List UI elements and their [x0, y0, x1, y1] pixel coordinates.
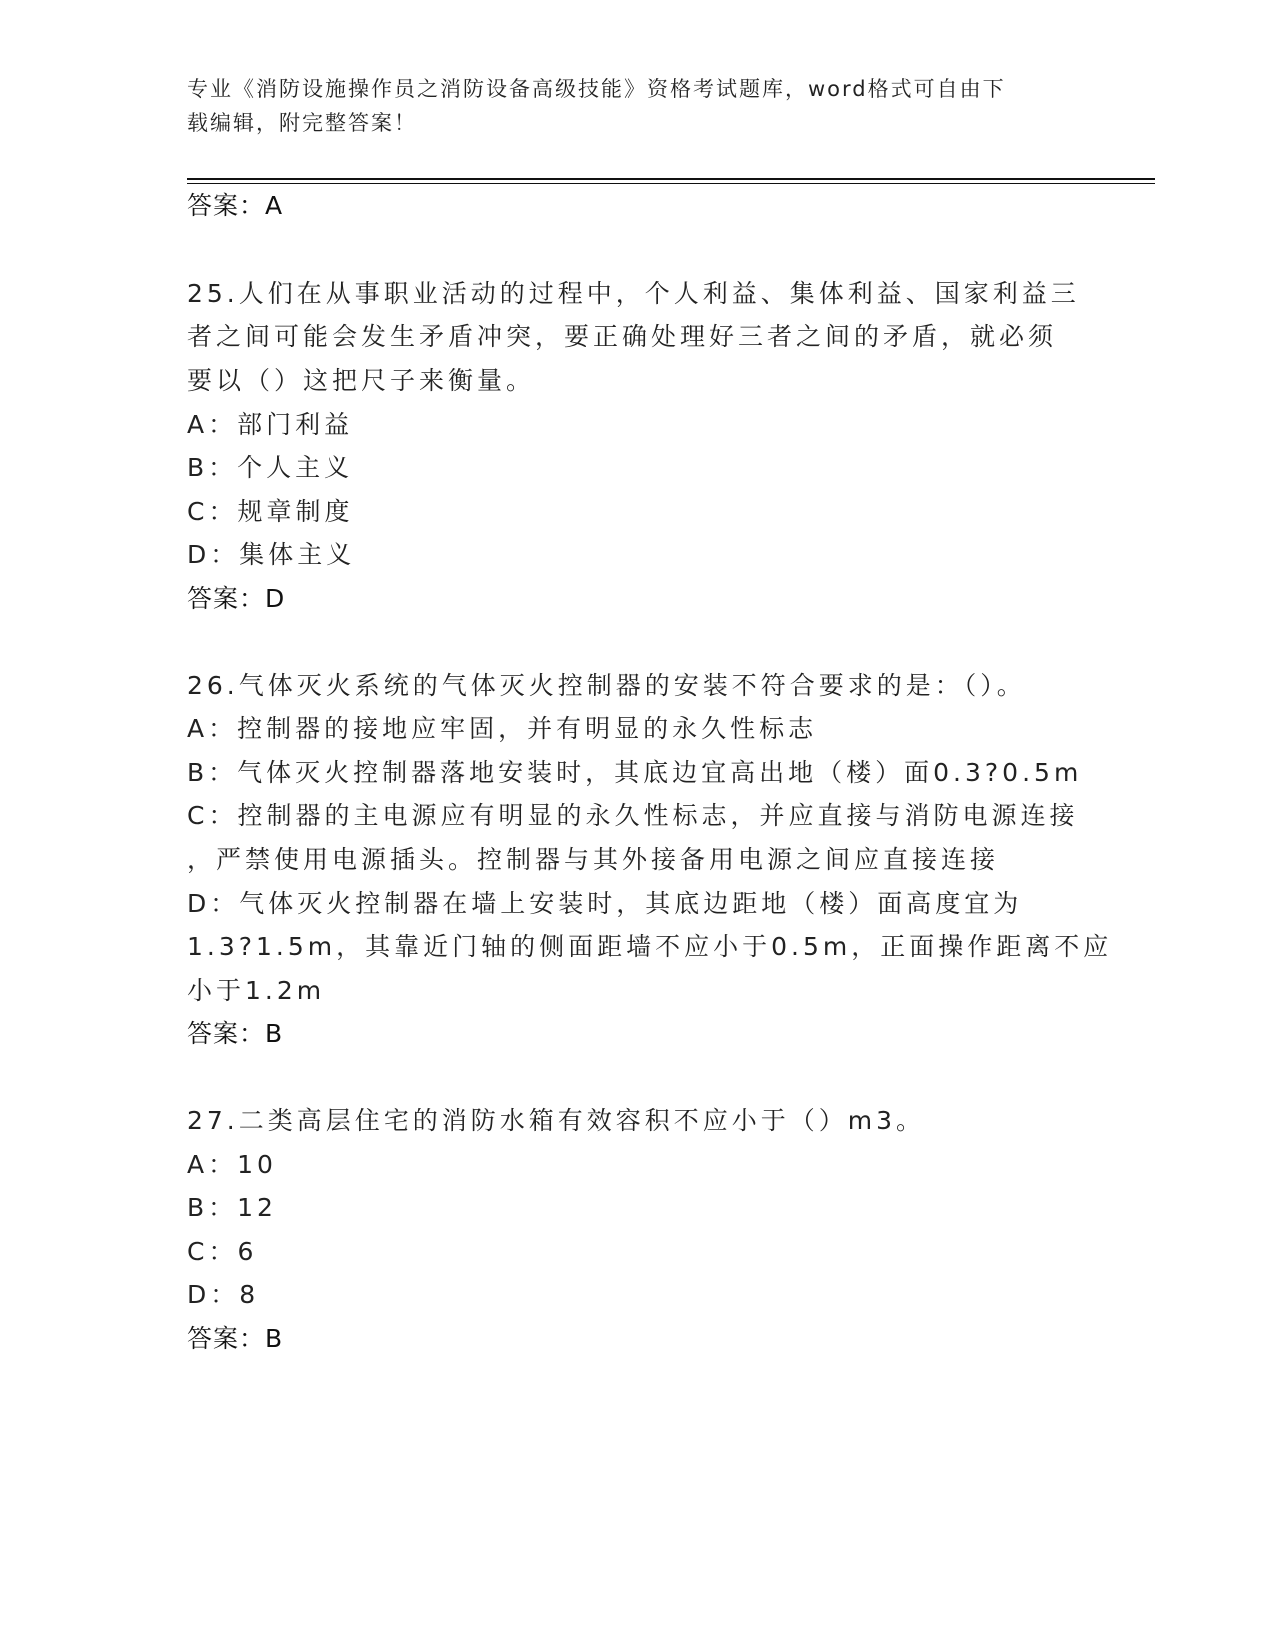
- question-27-option-b: B：12: [187, 1193, 277, 1222]
- question-26-option-c-line-2: ，严禁使用电源插头。控制器与其外接备用电源之间应直接连接: [187, 845, 1000, 874]
- question-26-option-c-line-1: C：控制器的主电源应有明显的永久性标志，并应直接与消防电源连接: [187, 801, 1079, 830]
- question-25-stem-line-2: 者之间可能会发生矛盾冲突，要正确处理好三者之间的矛盾，就必须: [187, 322, 1058, 351]
- question-26-answer: 答案：B: [187, 1019, 284, 1048]
- question-25-option-c: C：规章制度: [187, 497, 354, 526]
- question-26-option-d-line-1: D：气体灭火控制器在墙上安装时，其底边距地（楼）面高度宜为: [187, 889, 1023, 918]
- question-25-answer: 答案：D: [187, 584, 286, 613]
- question-25-stem-line-1: 25.人们在从事职业活动的过程中，个人利益、集体利益、国家利益三: [187, 279, 1080, 308]
- question-25-option-b: B：个人主义: [187, 453, 354, 482]
- question-26-option-a: A：控制器的接地应牢固，并有明显的永久性标志: [187, 714, 818, 743]
- question-25-option-a: A：部门利益: [187, 410, 354, 439]
- question-26-option-d-line-2: 1.3?1.5m，其靠近门轴的侧面距墙不应小于0.5m，正面操作距离不应: [187, 932, 1113, 961]
- question-27-option-a: A：10: [187, 1150, 277, 1179]
- header-line-1: 专业《消防设施操作员之消防设备高级技能》资格考试题库，word格式可自由下: [187, 77, 1006, 101]
- question-27-stem-line-1: 27.二类高层住宅的消防水箱有效容积不应小于（）m3。: [187, 1106, 926, 1135]
- document-header: [187, 72, 1067, 140]
- question-26-option-d-line-3: 小于1.2m: [187, 976, 326, 1005]
- header-divider-thin: [187, 183, 1155, 184]
- question-27-option-c: C：6: [187, 1237, 258, 1266]
- question-25-option-d: D：集体主义: [187, 540, 356, 569]
- previous-answer: 答案：A: [187, 191, 284, 220]
- question-26-option-b: B：气体灭火控制器落地安装时，其底边宜高出地（楼）面0.3?0.5m: [187, 758, 1083, 787]
- header-line-2: 载编辑，附完整答案！: [187, 111, 417, 135]
- question-27-answer: 答案：B: [187, 1324, 284, 1353]
- question-27-option-d: D：8: [187, 1280, 260, 1309]
- question-26-stem-line-1: 26.气体灭火系统的气体灭火控制器的安装不符合要求的是：（）。: [187, 671, 1026, 700]
- question-25-stem-line-3: 要以（）这把尺子来衡量。: [187, 366, 536, 395]
- header-divider-thick: [187, 178, 1155, 180]
